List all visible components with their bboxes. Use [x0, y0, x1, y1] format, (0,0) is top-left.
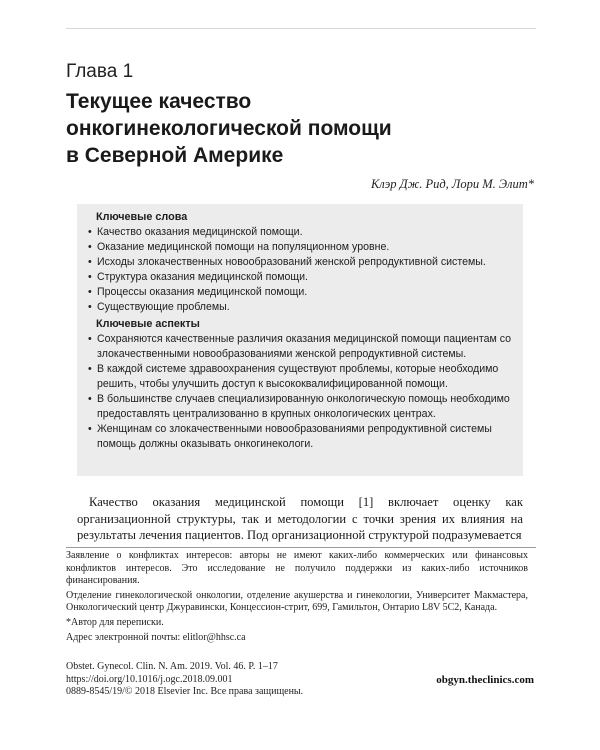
keyword-item: • Качество оказания медицинской помощи.: [87, 225, 513, 240]
key-points-heading: Ключевые аспекты: [96, 318, 200, 330]
keywords-heading: Ключевые слова: [96, 211, 188, 223]
email-address[interactable]: Адрес электронной почты: elitlor@hhsc.ca: [66, 631, 246, 643]
copyright: 0889-8545/19/© 2018 Elsevier Inc. Все права защищены.: [66, 686, 304, 698]
key-point-item: • Сохраняются качественные различия оказания медицинской помощи пациентам со злокачественными новообразованиями женской репродуктивной системы.: [87, 332, 513, 362]
keywords-list: [87, 225, 513, 315]
conflict-statement: Заявление о конфликтах интересов: авторы не имеют каких-либо коммерческих или финансовых конфликтов интересов. Это исследование не получило поддержки из каких-либо источников финансирования.: [66, 550, 528, 587]
journal-citation: Obstet. Gynecol. Clin. N. Am. 2019. Vol. 46. P. 1–17: [66, 661, 278, 672]
header-divider: [66, 28, 536, 29]
keyword-item: • Существующие проблемы.: [87, 300, 513, 315]
affiliation: Отделение гинекологической онкологии, отделение акушерства и гинекологии, Университет Макмастера, Онкологический центр Джуравински, Концессион-стрит, 699, Гамильтон, Онтарио L8V 5C2, Канада.: [66, 589, 528, 614]
doi-link[interactable]: https://doi.org/10.1016/j.ogc.2018.09.001: [66, 673, 233, 685]
keyword-item: • Процессы оказания медицинской помощи.: [87, 285, 513, 300]
chapter-label: Глава 1: [66, 61, 134, 82]
key-point-item: • В каждой системе здравоохранения существуют проблемы, которые необходимо решить, чтобы улучшить доступ к высококвалифицированной помощи.: [87, 362, 513, 392]
authors: Клэр Дж. Рид, Лори М. Элит*: [370, 177, 534, 191]
footnote-divider: [66, 547, 536, 548]
title-line: Текущее качество: [66, 90, 252, 113]
footnotes: [66, 550, 528, 646]
journal-website-link[interactable]: obgyn.theclinics.com: [436, 674, 534, 686]
summary-box: [77, 204, 523, 476]
keyword-item: • Оказание медицинской помощи на популяционном уровне.: [87, 240, 513, 255]
body-paragraph: Качество оказания медицинской помощи [1] включает оценку как организационной структуры, так и методологии с точки зрения их влияния на результаты лечения пациентов. Под организационной структурой подразумевается: [77, 495, 523, 542]
article-title: [66, 88, 536, 169]
keyword-item: • Исходы злокачественных новообразований женской репродуктивной системы.: [87, 255, 513, 270]
correspondence-note: *Автор для переписки.: [66, 616, 164, 628]
key-point-item: • В большинстве случаев специализированную онкологическую помощь необходимо предоставлять централизованно в крупных онкологических центрах.: [87, 392, 513, 422]
key-point-item: • Женщинам со злокачественными новообразованиями репродуктивной системы помощь должны оказывать онкогинекологи.: [87, 422, 513, 452]
title-line: в Северной Америке: [66, 144, 284, 167]
keyword-item: • Структура оказания медицинской помощи.: [87, 270, 513, 285]
title-line: онкогинекологической помощи: [66, 117, 392, 140]
key-points-list: [87, 332, 513, 452]
